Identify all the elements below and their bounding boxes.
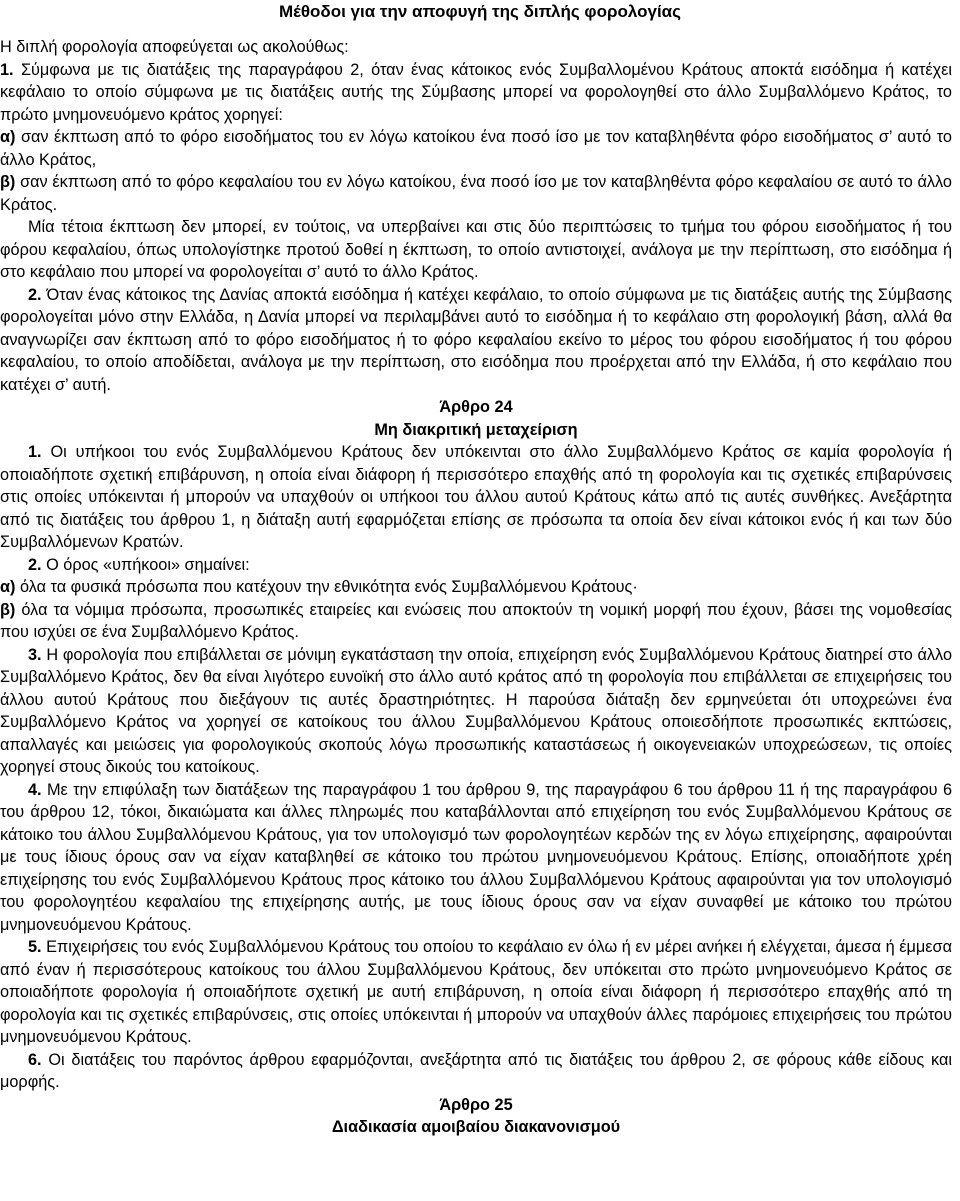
- article-24-paragraph-2: [0, 554, 952, 577]
- paragraph-text: Όταν ένας κάτοικος της Δανίας αποκτά εισόδημα ή κατέχει κεφάλαιο, το οποίο σύμφωνα με τις διατάξεις αυτής της Σύμβασης φορολογείται μόνο στην Ελλάδα, η Δανία μπορεί να περιλαμβάνει αυτό το εισόδημα ή το κεφάλαιο στη φορολογική βάση, αλλά θα αναγνωρίζει σαν έκπτωση από το φόρο εισοδήματος ή το φόρο κεφαλαίου εκείνο το μέρος του φόρου εισοδήματος ή του φόρου κεφαλαίου, το οποίο αποδίδεται, ανάλογα με την περίπτωση, στο εισόδημα που προέρχεται από την Ελλάδα, ή στο κεφάλαιο που κατέχει σ’ αυτή.: [0, 285, 952, 394]
- article-24-subtitle: Μη διακριτική μεταχείριση: [374, 420, 578, 439]
- article-25-subtitle: Διαδικασία αμοιβαίου διακανονισμού: [331, 1118, 621, 1136]
- paragraph-text: Οι υπήκοοι του ενός Συμβαλλόμενου Κράτους δεν υπόκεινται στο άλλο Συμβαλλόμενο Κράτος σε καμία φορολογία ή οποιαδήποτε σχετική επιβάρυνση, η οποία είναι διάφορη ή περισσότερο επαχθής από τη φορολογία και τις σχετικές επιβαρύνσεις στις οποίες υπόκεινται ή μπορούν να υπαχθούν οι υπήκοοι του άλλου αυτού Κράτους κάτω από τις αυτές συνθήκες. Ανεξάρτητα από τις διατάξεις του άρθρου 1, η διάταξη αυτή εφαρμόζεται επίσης σε πρόσωπα τα οποία δεν είναι κάτοικοι ενός ή και των δύο Συμβαλλόμενων Κρατών.: [0, 443, 952, 551]
- article-24-paragraph-6: [0, 1049, 952, 1094]
- clause-a: [0, 126, 952, 171]
- paragraph-number: 1.: [0, 60, 14, 79]
- paragraph-number: 3.: [28, 645, 42, 664]
- article-24-clause-b: [0, 599, 952, 644]
- limitation-paragraph: Μία τέτοια έκπτωση δεν μπορεί, εν τούτοις, να υπερβαίνει και στις δύο περιπτώσεις το τμήμα του φόρου εισοδήματος ή του φόρου κεφαλαίου, όπως υπολογίστηκε προτού δοθεί η έκπτωση, το οποίο αντιστοιχεί, ανάλογα με την περίπτωση, στο εισόδημα ή στο κεφάλαιο που μπορεί να φορολογείται σ’ αυτό το άλλο Κράτος.: [0, 218, 952, 281]
- clause-text: όλα τα φυσικά πρόσωπα που κατέχουν την εθνικότητα ενός Συμβαλλόμενου Κράτους·: [15, 578, 638, 596]
- paragraph-text: Σύμφωνα με τις διατάξεις της παραγράφου 2, όταν ένας κάτοικος ενός Συμβαλλομένου Κράτους αποκτά εισόδημα ή κατέχει κεφάλαιο το οποίο σύμφωνα με τις διατάξεις αυτής της Σύμβασης μπορεί να φορολογηθεί στο άλλο Συμβαλλόμενο Κράτος, το πρώτο μνημονευόμενο κράτος χορηγεί:: [0, 60, 952, 124]
- article-24-paragraph-5: [0, 936, 952, 1049]
- paragraph-number: 5.: [28, 938, 42, 956]
- intro-paragraph: Η διπλή φορολογία αποφεύγεται ως ακολούθως:: [0, 38, 349, 56]
- clause-label: α): [0, 578, 16, 596]
- clause-label: β): [0, 600, 16, 619]
- article-24-paragraph-4: [0, 779, 952, 937]
- paragraph-text: Επιχειρήσεις του ενός Συμβαλλόμενου Κράτους του οποίου το κεφάλαιο εν όλω ή εν μέρει ανήκει ή ελέγχεται, άμεσα ή έμμεσα από έναν ή περισσότερους κατοίκους του άλλου Συμβαλλόμενου Κράτους, δεν υπόκειται στο πρώτο μνημονευόμενο Κράτος σε οποιαδήποτε φορολογία ή οποιαδήποτε σχετική με αυτή επιβάρυνση, η οποία είναι διάφορη ή περισσότερο επαχθής από τη φορολογία και τις σχετικές επιβαρύνσεις, στις οποίες υπόκεινται ή μπορούν να υπαχθούν άλλες παρόμοιες επιχειρήσεις του πρώτου μνημονευόμενου Κράτους.: [0, 938, 952, 1046]
- paragraph-1: [0, 59, 952, 127]
- paragraph-number: 4.: [28, 780, 42, 799]
- paragraph-number: 6.: [28, 1050, 42, 1069]
- paragraph-text: Η φορολογία που επιβάλλεται σε μόνιμη εγκατάσταση την οποία, επιχείρηση ενός Συμβαλλόμενου Κράτους διατηρεί στο άλλο Συμβαλλόμενο Κράτος, δεν θα είναι λιγότερο ευνοϊκή στο άλλο αυτό κράτος από τη φορολογία που επιβάλλεται σε επιχειρήσεις του άλλου αυτού Κράτους που διεξάγουν τις αυτές δραστηριότητες. Η παρούσα διάταξη δεν ερμηνεύεται ότι υποχρεώνει ένα Συμβαλλόμενο Κράτος να χορηγεί σε κατοίκους του άλλου Συμβαλλόμενου Κράτους οποιεσδήποτε προσωπικές εκπτώσεις, απαλλαγές και μειώσεις για φορολογικούς σκοπούς λόγω προσωπικής καταστάσεως ή οικογενειακών υποχρεώσεων, τις οποίες χορηγεί στους δικούς του κατοίκους.: [0, 645, 952, 776]
- article-24-paragraph-1: [0, 441, 952, 554]
- article-24-heading: Άρθρο 24: [439, 398, 513, 416]
- clause-text: σαν έκπτωση από το φόρο εισοδήματος του εν λόγω κατοίκου ένα ποσό ίσο με τον καταβληθέντα φόρο εισοδήματος σ’ αυτό το άλλο Κράτος,: [0, 128, 952, 169]
- paragraph-2: [0, 284, 952, 397]
- clause-text: όλα τα νόμιμα πρόσωπα, προσωπικές εταιρείες και ενώσεις που αποκτούν τη νομική μορφή που έχουν, βάσει της νομοθεσίας που ισχύει σε ένα Συμβαλλόμενο Κράτος.: [0, 600, 952, 641]
- clause-text: σαν έκπτωση από το φόρο κεφαλαίου του εν λόγω κατοίκου, ένα ποσό ίσο με τον καταβληθέντα φόρο κεφαλαίου σε αυτό το άλλο Κράτος.: [0, 173, 952, 214]
- clause-label: β): [0, 173, 16, 191]
- article-24-paragraph-3: [0, 644, 952, 779]
- paragraph-text: Ο όρος «υπήκοοι» σημαίνει:: [41, 555, 250, 574]
- page-title: Μέθοδοι για την αποφυγή της διπλής φορολογίας: [279, 2, 681, 21]
- paragraph-text: Οι διατάξεις του παρόντος άρθρου εφαρμόζονται, ανεξάρτητα από τις διατάξεις του άρθρου 2, σε φόρους κάθε είδους και μορφής.: [0, 1050, 952, 1091]
- paragraph-number: 1.: [28, 443, 42, 461]
- article-25-heading: Άρθρο 25: [439, 1095, 513, 1114]
- paragraph-text: Με την επιφύλαξη των διατάξεων της παραγράφου 1 του άρθρου 9, της παραγράφου 6 του άρθρου 11 ή της παραγράφου 6 του άρθρου 12, τόκοι, δικαιώματα και άλλες πληρωμές που καταβάλλονται από επιχείρηση του ενός Συμβαλλόμενου Κράτους σε κάτοικο του άλλου Συμβαλλόμενου Κράτους, για τον υπολογισμό των φορολογητέων κερδών της εν λόγω επιχείρησης, αφαιρούνται με τους ίδιους όρους σαν να είχαν καταβληθεί σε κάτοικο του πρώτου μνημονευόμενου Κράτους. Επίσης, οποιαδήποτε χρέη επιχείρησης του ενός Συμβαλλόμενου Κράτους προς κάτοικο του άλλου Συμβαλλόμενου Κράτους αφαιρούνται για τον υπολογισμό του φορολογητέου κεφαλαίου της επιχείρησης αυτής, με τους ίδιους όρους σαν να είχαν συναφθεί με κάτοικο του πρώτου μνημονευόμενου Κράτους.: [0, 780, 952, 934]
- clause-b: [0, 171, 952, 216]
- paragraph-number: 2.: [28, 285, 42, 304]
- clause-label: α): [0, 128, 16, 146]
- document-body: [0, 36, 952, 1139]
- article-24-clause-a: [0, 576, 952, 599]
- paragraph-number: 2.: [28, 555, 42, 574]
